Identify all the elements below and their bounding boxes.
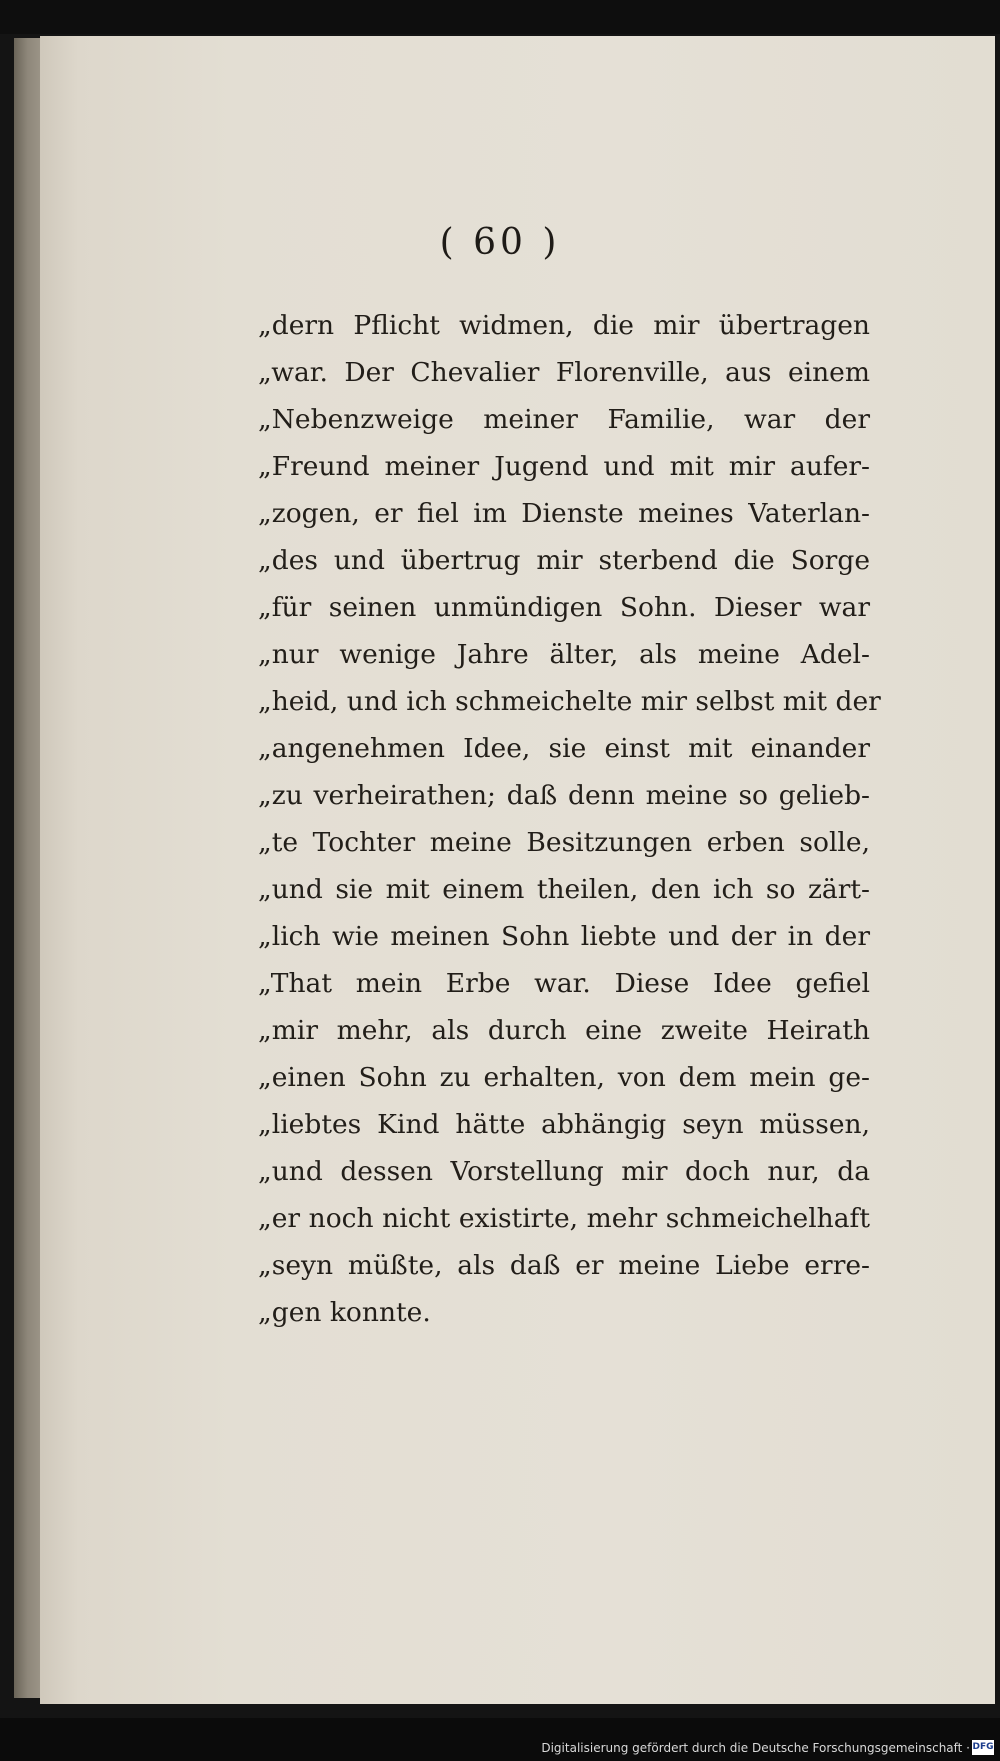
scan-top-border bbox=[0, 0, 1000, 34]
body-text bbox=[258, 302, 881, 1336]
text-line: „heid, und ich schmeichelte mir selbst mit der bbox=[258, 686, 881, 717]
text-line: „te Tochter meine Besitzungen erben solle, bbox=[258, 827, 870, 858]
text-line: „einen Sohn zu erhalten, von dem mein ge- bbox=[258, 1062, 870, 1093]
text-line: „und sie mit einem theilen, den ich so zärt- bbox=[258, 874, 870, 905]
text-line: „seyn müßte, als daß er meine Liebe erre- bbox=[258, 1250, 870, 1281]
funding-credit: Digitalisierung gefördert durch die Deutsche Forschungsgemeinschaft · bbox=[541, 1741, 970, 1755]
text-line: „für seinen unmündigen Sohn. Dieser war bbox=[258, 592, 870, 623]
page-number: ( 60 ) bbox=[439, 222, 561, 263]
text-line: „liebtes Kind hätte abhängig seyn müssen, bbox=[258, 1109, 870, 1140]
text-line: „Nebenzweige meiner Familie, war der bbox=[258, 404, 870, 435]
text-line: „des und übertrug mir sterbend die Sorge bbox=[258, 545, 870, 576]
text-line: „lich wie meinen Sohn liebte und der in der bbox=[258, 921, 870, 952]
text-line: „zogen, er fiel im Dienste meines Vaterlan- bbox=[258, 498, 870, 529]
text-line: „angenehmen Idee, sie einst mit einander bbox=[258, 733, 870, 764]
text-line: „gen konnte. bbox=[258, 1297, 431, 1328]
text-line: „zu verheirathen; daß denn meine so gelieb- bbox=[258, 780, 870, 811]
text-line: „und dessen Vorstellung mir doch nur, da bbox=[258, 1156, 870, 1187]
text-line: „war. Der Chevalier Florenville, aus einem bbox=[258, 357, 870, 388]
text-line: „Freund meiner Jugend und mit mir aufer- bbox=[258, 451, 870, 482]
text-line: „That mein Erbe war. Diese Idee gefiel bbox=[258, 968, 870, 999]
text-line: „nur wenige Jahre älter, als meine Adel- bbox=[258, 639, 870, 670]
text-line: „mir mehr, als durch eine zweite Heirath bbox=[258, 1015, 870, 1046]
dfg-logo: DFG bbox=[972, 1740, 994, 1755]
text-line: „dern Pflicht widmen, die mir übertragen bbox=[258, 310, 870, 341]
text-line: „er noch nicht existirte, mehr schmeichelhaft bbox=[258, 1203, 870, 1234]
